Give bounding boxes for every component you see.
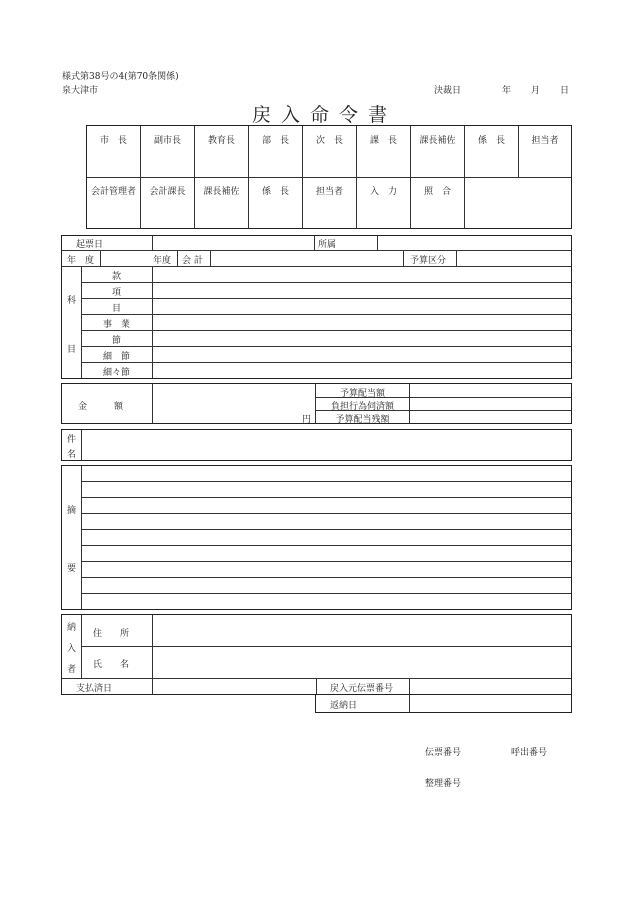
subject-label-top: 件	[67, 435, 77, 445]
budget-row-project: 事 業	[102, 320, 130, 330]
origin-slip-field[interactable]	[410, 679, 571, 694]
return-date-label: 返納日	[330, 701, 358, 711]
payer-label-1: 納	[67, 623, 77, 633]
city-name: 泉大津市	[62, 86, 99, 96]
name-label: 氏 名	[93, 660, 130, 670]
reference-number-label: 整理番号	[425, 779, 462, 789]
approval-label-section-chief: 課 長	[369, 136, 397, 146]
origin-slip-label: 戻入元伝票番号	[330, 684, 394, 694]
approval-label-subsection-chief: 係 長	[477, 136, 505, 146]
approval-label-vice-mayor: 副市長	[153, 136, 181, 146]
document-title: 戻入命令書	[252, 104, 398, 126]
approval-label-subsection-chief-2: 係 長	[261, 187, 289, 197]
decision-date-label: 決裁日	[434, 86, 462, 96]
budget-row-moku: 目	[111, 304, 121, 314]
approval-label-verify: 照 合	[423, 187, 451, 197]
yen-label: 円	[302, 415, 312, 425]
budget-category-label: 予算区分	[410, 256, 447, 266]
approval-label-accounting-manager: 会計管理者	[90, 187, 136, 197]
budget-row-saisetsu: 細 節	[102, 352, 130, 362]
budget-item-label-top: 科	[67, 296, 77, 306]
approval-label-staff-2: 担当者	[315, 187, 343, 197]
department-label: 所属	[318, 240, 337, 250]
fiscal-year-left-label: 年 度	[67, 256, 95, 266]
payer-label-2: 入	[67, 644, 77, 654]
return-date-field[interactable]	[410, 695, 571, 712]
account-label: 会 計	[182, 256, 203, 266]
address-label: 住 所	[93, 629, 130, 639]
budget-category-field[interactable]	[457, 251, 571, 266]
slip-number-label: 伝票番号	[425, 748, 462, 758]
paid-date-field[interactable]	[153, 679, 315, 694]
name-field[interactable]	[153, 647, 571, 678]
decision-year-label: 年	[502, 86, 512, 96]
department-field[interactable]	[378, 236, 571, 250]
budget-row-saisaisetsu: 細々節	[102, 368, 130, 378]
address-field[interactable]	[153, 615, 571, 646]
budget-allocated-label: 予算配当額	[339, 389, 385, 399]
budget-remaining-label: 予算配当残額	[335, 415, 390, 425]
amount-label: 金 額	[78, 402, 124, 412]
subject-field[interactable]	[82, 430, 571, 460]
paid-date-label: 支払済日	[76, 684, 113, 694]
subject-label-bottom: 名	[67, 450, 77, 460]
amount-field[interactable]	[153, 384, 303, 423]
decision-month-label: 月	[531, 86, 541, 96]
call-number-label: 呼出番号	[511, 748, 548, 758]
approval-label-input: 入 力	[369, 187, 397, 197]
account-field[interactable]	[211, 251, 402, 266]
summary-field[interactable]	[82, 466, 571, 609]
payer-label-3: 者	[67, 665, 77, 675]
approval-label-mayor: 市 長	[99, 136, 127, 146]
approval-label-superintendent: 教育長	[207, 136, 235, 146]
budget-item-label-bottom: 目	[67, 345, 77, 355]
form-number: 様式第38号の4(第70条関係)	[62, 72, 179, 82]
approval-label-deputy-director: 次 長	[315, 136, 343, 146]
approval-label-director: 部 長	[261, 136, 289, 146]
summary-label-top: 摘	[67, 506, 77, 516]
budget-row-kan: 款	[111, 272, 121, 282]
approval-label-assistant-chief: 課長補佐	[419, 136, 456, 146]
summary-label-bottom: 要	[67, 564, 77, 574]
issue-date-field[interactable]	[153, 236, 313, 250]
decision-day-label: 日	[560, 86, 570, 96]
approval-label-accounting-chief: 会計課長	[149, 187, 186, 197]
budget-row-setsu: 節	[111, 336, 121, 346]
approval-label-staff: 担当者	[531, 136, 559, 146]
fiscal-year-label: 年度	[153, 256, 172, 266]
committed-amount-label: 負担行為伺済額	[330, 402, 394, 412]
issue-date-label: 起票日	[76, 240, 104, 250]
budget-row-kou: 項	[111, 288, 121, 298]
approval-label-assistant-chief-2: 課長補佐	[203, 187, 240, 197]
